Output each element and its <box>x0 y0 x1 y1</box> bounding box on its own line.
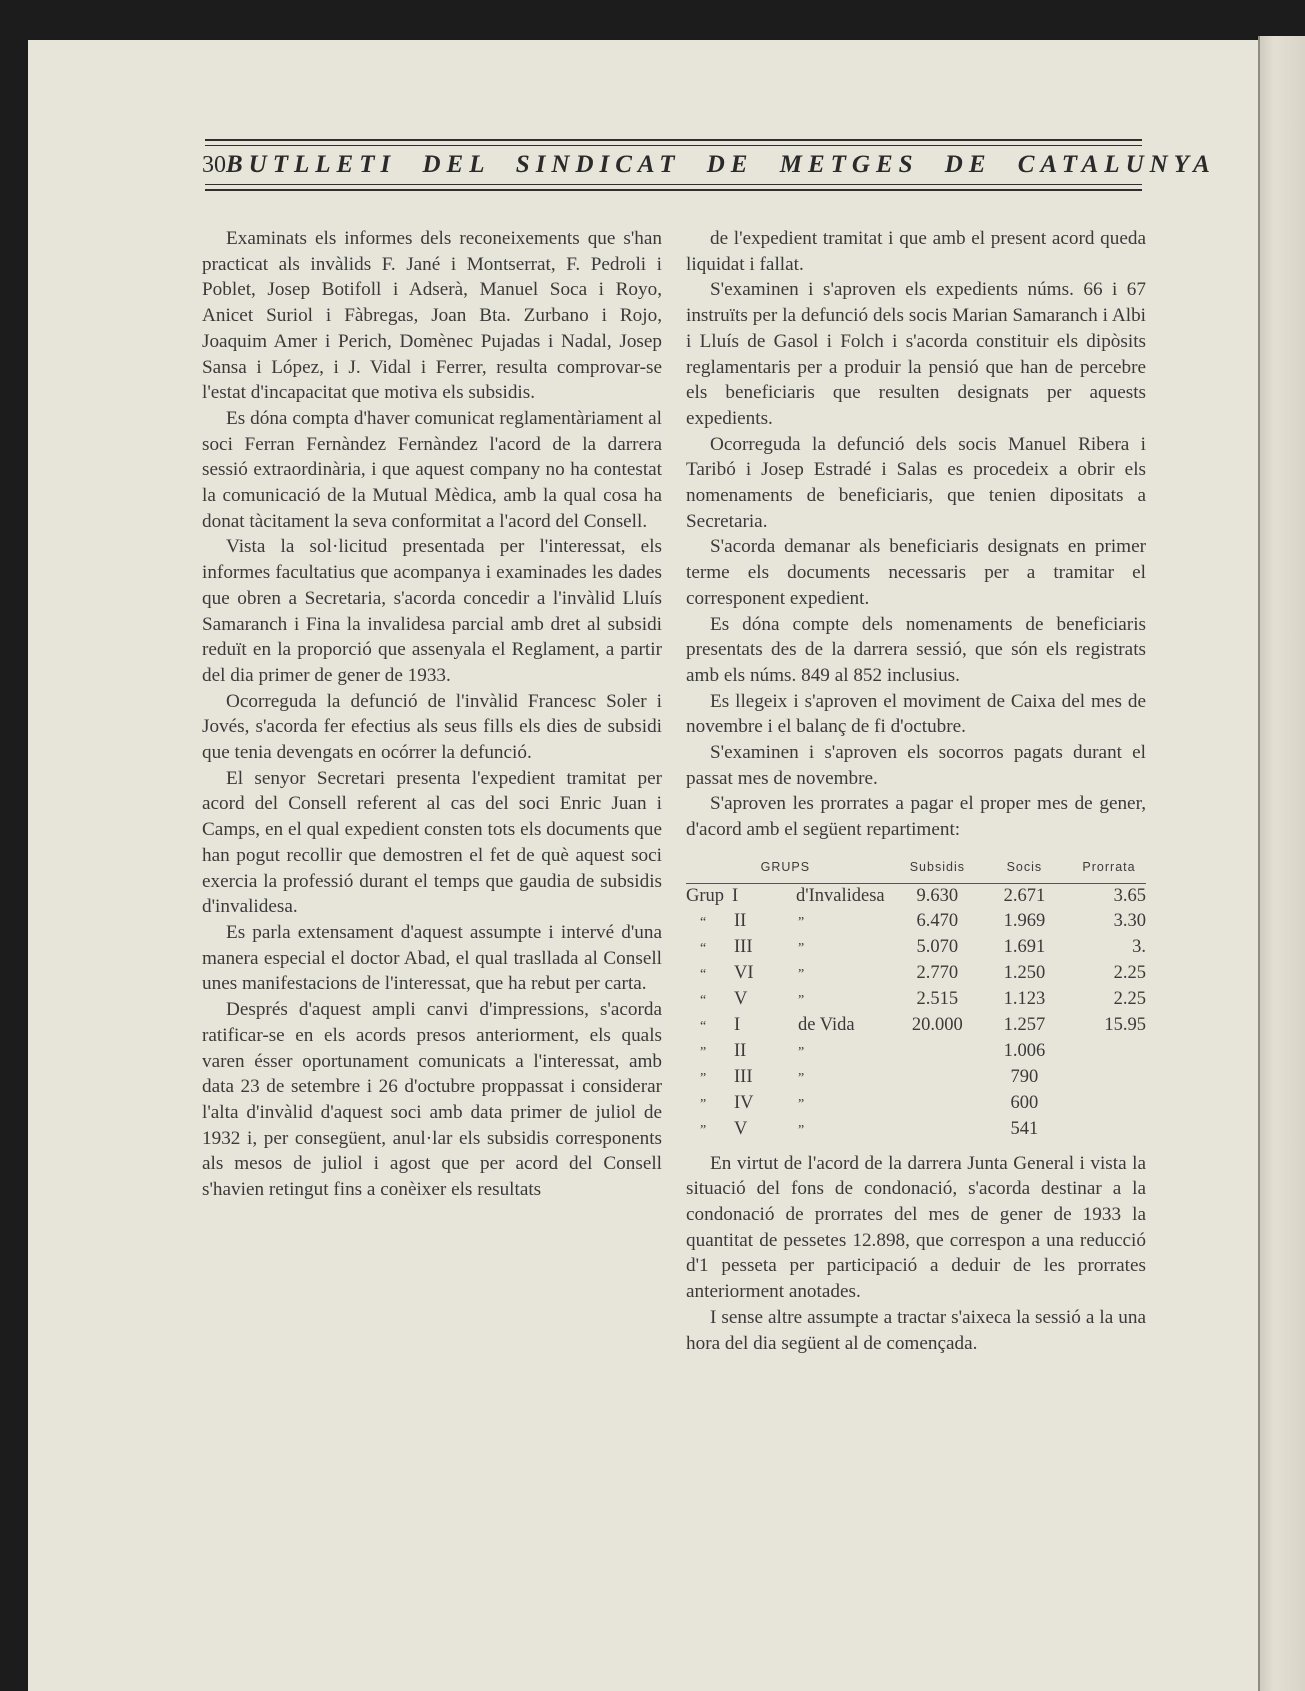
cell-spacer <box>885 1013 898 1039</box>
group-prefix: “ <box>700 992 707 1008</box>
cell-spacer <box>885 1065 898 1091</box>
header-spacer <box>977 851 990 883</box>
cell-spacer <box>1059 1013 1072 1039</box>
subsidis-cell: 2.515 <box>916 989 959 1010</box>
prorrata-cell: 3.30 <box>1113 911 1146 932</box>
paragraph: Ocorreguda la defunció dels socis Manuel Ribera i Taribó i Josep Estradé i Salas es procedeix a obrir els nomenaments de beneficiaris, que tenien dipositats a Secretaria. <box>686 433 1146 532</box>
socis-cell: 1.969 <box>1003 911 1046 932</box>
cell-spacer <box>977 1065 990 1091</box>
cell-spacer <box>1059 1039 1072 1065</box>
group-type: ” <box>798 1044 805 1060</box>
prorrata-cell: 2.25 <box>1113 989 1146 1010</box>
paragraph: S'examinen i s'aproven els expedients núms. 66 i 67 instruïts per la defunció dels socis Marian Samaranch i Albi i Lluís de Gasol i Folch i s'acorda constituir els dipòsits reglamentaris per a produir la pensió que han de percebre els beneficiaris que resulten designats per aquests expedients. <box>686 279 1146 429</box>
socis-cell: 790 <box>1010 1067 1039 1088</box>
header-spacer <box>1059 851 1072 883</box>
prorrata-cell <box>1072 1091 1146 1117</box>
cell-spacer <box>885 961 898 987</box>
group-number: II <box>734 910 747 931</box>
table-row <box>686 1013 1146 1039</box>
table-row <box>686 1039 1146 1065</box>
header-bottom-rule <box>205 189 1142 191</box>
group-type: ” <box>798 992 805 1008</box>
paragraph: Es dóna compta d'haver comunicat reglamentàriament al soci Ferran Fernàndez Fernàndez l'acord de la darrera sessió extraordinària, i que aquest company no ha contestat la comunicació de la Mutual Mèdica, amb la qual cosa ha donat tàcitament la seva conformitat a l'acord del Consell. <box>202 407 662 532</box>
cell-spacer <box>977 1039 990 1065</box>
cell-spacer <box>885 987 898 1013</box>
cell-spacer <box>977 961 990 987</box>
paragraph: I sense altre assumpte a tractar s'aixeca la sessió a la una hora del dia següent al de començada. <box>686 1306 1146 1354</box>
group-number: III <box>734 936 753 957</box>
group-number: VI <box>734 962 754 983</box>
cell-spacer <box>885 883 898 909</box>
cell-spacer <box>1059 1065 1072 1091</box>
prorrata-cell <box>1072 1117 1146 1143</box>
subsidis-cell: 6.470 <box>916 911 959 932</box>
subsidis-cell <box>898 1039 977 1065</box>
table-row <box>686 987 1146 1013</box>
group-prefix: “ <box>700 1018 707 1034</box>
prorrata-cell <box>1072 1065 1146 1091</box>
cell-spacer <box>1059 987 1072 1013</box>
group-prefix: “ <box>700 940 707 956</box>
column-header-grups: GRUPS <box>686 851 885 883</box>
group-number: V <box>734 1118 748 1139</box>
distribution-table <box>686 851 1146 1143</box>
paragraph: El senyor Secretari presenta l'expedient tramitat per acord del Consell referent al cas del soci Enric Juan i Camps, en el qual expedient consten tots els documents que han pogut recollir que demostren el fet de què aquest soci exercia la professió durant el temps que gaudia de subsidis d'invalidesa. <box>202 767 662 918</box>
table-header-row <box>686 851 1146 883</box>
subsidis-cell <box>898 1065 977 1091</box>
socis-cell: 1.006 <box>1003 1041 1046 1062</box>
socis-cell: 1.123 <box>1003 989 1046 1010</box>
adjacent-page-edge <box>1258 36 1305 1691</box>
column-header-prorrata: Prorrata <box>1072 851 1146 883</box>
subsidis-cell: 5.070 <box>916 937 959 958</box>
paragraph: Es parla extensament d'aquest assumpte i intervé d'una manera especial el doctor Abad, el qual trasllada al Consell unes manifestacions de l'interessat, que ha rebut per carta. <box>202 921 662 995</box>
left-column <box>202 226 662 1203</box>
cell-spacer <box>977 883 990 909</box>
table-row <box>686 1117 1146 1143</box>
paragraph: S'examinen i s'aproven els socorros pagats durant el passat mes de novembre. <box>686 742 1146 789</box>
cell-spacer <box>1059 1117 1072 1143</box>
group-number: I <box>734 1014 741 1035</box>
group-label-cell <box>686 1065 885 1091</box>
subsidis-cell: 20.000 <box>911 1015 963 1036</box>
table-row <box>686 883 1146 909</box>
cell-spacer <box>885 1091 898 1117</box>
cell-spacer <box>1059 961 1072 987</box>
group-type: ” <box>798 966 805 982</box>
group-number: V <box>734 988 748 1009</box>
cell-spacer <box>885 1039 898 1065</box>
group-prefix: ” <box>700 1096 707 1112</box>
socis-cell: 1.691 <box>1003 937 1046 958</box>
group-label-cell <box>686 961 885 987</box>
group-label-cell <box>686 1013 885 1039</box>
table-body <box>686 883 1146 1143</box>
subsidis-cell <box>898 1091 977 1117</box>
cell-spacer <box>977 1117 990 1143</box>
group-prefix: ” <box>700 1044 707 1060</box>
group-prefix: ” <box>700 1070 707 1086</box>
group-prefix: Grup <box>686 885 725 906</box>
prorrata-cell: 2.25 <box>1113 963 1146 984</box>
cell-spacer <box>885 1117 898 1143</box>
group-number: III <box>734 1066 753 1087</box>
subsidis-cell <box>898 1117 977 1143</box>
paragraph: Després d'aquest ampli canvi d'impressions, s'acorda ratificar-se en els acords presos anteriorment, els quals varen ésser oportunament comunicats a l'interessat, amb data 23 de setembre i 26 d'octubre proppassat i considerar l'alta d'invàlid d'aquest soci amb data primer de juliol de 1932 i, per consegüent, anul·lar els subsidis corresponents als mesos de juliol i agost que per acord del Consell s'havien retingut fins a conèixer els resultats <box>202 999 662 1201</box>
prorrata-cell <box>1072 1039 1146 1065</box>
table-row <box>686 935 1146 961</box>
group-label-cell <box>686 1091 885 1117</box>
subsidis-cell: 2.770 <box>916 963 959 984</box>
header-bottom-rule-thin <box>205 184 1142 185</box>
group-prefix: “ <box>700 966 707 982</box>
header-spacer <box>885 851 898 883</box>
socis-cell: 541 <box>1010 1119 1039 1140</box>
cell-spacer <box>1059 909 1072 935</box>
group-prefix: ” <box>700 1122 707 1138</box>
cell-spacer <box>977 935 990 961</box>
cell-spacer <box>977 1013 990 1039</box>
cell-spacer <box>977 1091 990 1117</box>
group-type: ” <box>798 1070 805 1086</box>
socis-cell: 600 <box>1010 1093 1039 1114</box>
paragraph: Vista la sol·licitud presentada per l'interessat, els informes facultatius que acompanya i examinades les dades que obren a Secretaria, s'acorda concedir a l'invàlid Lluís Samaranch i Fina la invalidesa parcial amb dret al subsidi reduït en la proporció que assenyala el Reglament, a partir del dia primer de gener de 1933. <box>202 536 662 686</box>
group-number: II <box>734 1040 747 1061</box>
group-label-cell <box>686 883 885 909</box>
paragraph: Ocorreguda la defunció de l'invàlid Francesc Soler i Jovés, s'acorda fer efectius als seus fills els dies de subsidi que tenia devengats en ocórrer la defunció. <box>202 690 662 764</box>
group-type: de Vida <box>798 1014 855 1035</box>
group-number: I <box>732 885 739 906</box>
socis-cell: 1.250 <box>1003 963 1046 984</box>
paragraph: Es llegeix i s'aproven el moviment de Caixa del mes de novembre i el balanç de fi d'octubre. <box>686 690 1146 738</box>
cell-spacer <box>1059 883 1072 909</box>
table-row <box>686 1091 1146 1117</box>
table-row <box>686 909 1146 935</box>
socis-cell: 1.257 <box>1003 1015 1046 1036</box>
running-header <box>202 150 1216 180</box>
cell-spacer <box>977 987 990 1013</box>
column-header-subsidis: Subsidis <box>898 851 977 883</box>
cell-spacer <box>977 909 990 935</box>
paragraph: S'acorda demanar als beneficiaris designats en primer terme els documents necessaris per a tramitar el corresponent expedient. <box>686 536 1146 609</box>
group-type: ” <box>798 914 805 930</box>
group-type: ” <box>798 1096 805 1112</box>
group-label-cell <box>686 935 885 961</box>
group-type: d'Invalidesa <box>796 885 885 906</box>
cell-spacer <box>885 935 898 961</box>
paragraph: de l'expedient tramitat i que amb el present acord queda liquidat i fallat. <box>686 228 1146 275</box>
group-label-cell <box>686 909 885 935</box>
prorrata-cell: 3. <box>1132 937 1146 958</box>
cell-spacer <box>885 909 898 935</box>
header-top-rule-thin <box>205 145 1142 146</box>
paragraph: Examinats els informes dels reconeixements que s'han practicat als invàlids F. Jané i Montserrat, F. Pedroli i Poblet, Josep Botifoll i Adserà, Manuel Soca i Royo, Anicet Suriol i Fàbregas, Joan Bta. Zurbano i Rojo, Joaquim Amer i Perich, Domènec Pujadas i Nadal, Josep Sansa i López, i J. Vidal i Ferrer, resulta comprovar-se l'estat d'incapacitat que motiva els subsidis. <box>202 228 662 404</box>
paragraph: S'aproven les prorrates a pagar el proper mes de gener, d'acord amb el següent repartiment: <box>686 793 1146 841</box>
header-top-rule <box>205 139 1142 141</box>
table-row <box>686 1065 1146 1091</box>
paragraph: Es dóna compte dels nomenaments de beneficiaris presentats des de la darrera sessió, que són els registrats amb els núms. 849 al 852 inclusius. <box>686 613 1146 686</box>
table-row <box>686 961 1146 987</box>
paragraph: En virtut de l'acord de la darrera Junta General i vista la situació del fons de condonació, s'acorda destinar a la condonació de prorrates del mes de gener de 1933 la quantitat de pessetes 12.898, que correspon a una reducció d'1 pesseta per participació a deduir de les prorrates anteriorment anotades. <box>686 1152 1146 1303</box>
group-label-cell <box>686 987 885 1013</box>
column-header-socis: Socis <box>990 851 1059 883</box>
right-column <box>686 226 1146 1356</box>
socis-cell: 2.671 <box>1003 885 1046 906</box>
group-prefix: “ <box>700 914 707 930</box>
group-type: ” <box>798 1122 805 1138</box>
prorrata-cell: 3.65 <box>1113 885 1146 906</box>
cell-spacer <box>1059 1091 1072 1117</box>
group-label-cell <box>686 1039 885 1065</box>
group-number: IV <box>734 1092 754 1113</box>
group-label-cell <box>686 1117 885 1143</box>
cell-spacer <box>1059 935 1072 961</box>
subsidis-cell: 9.630 <box>916 885 959 906</box>
page-number: 30 <box>202 151 226 178</box>
running-title: BUTLLETI DEL SINDICAT DE METGES DE CATALUNYA <box>226 151 1216 178</box>
group-type: ” <box>798 940 805 956</box>
prorrata-cell: 15.95 <box>1104 1015 1146 1036</box>
